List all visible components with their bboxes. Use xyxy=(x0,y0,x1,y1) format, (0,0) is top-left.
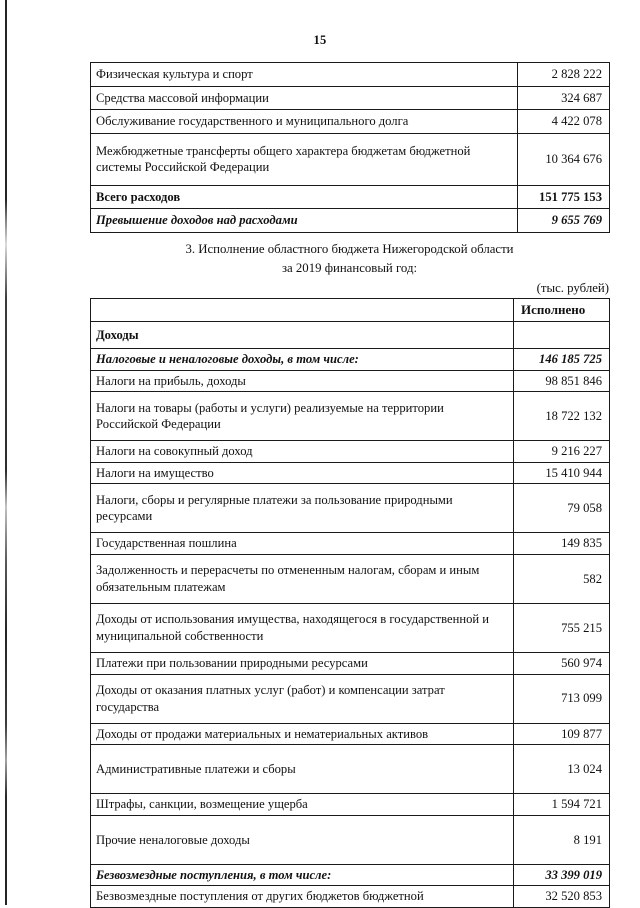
row-value: 15 410 944 xyxy=(514,462,610,484)
table-row xyxy=(91,604,610,653)
header-cell-label xyxy=(91,299,514,322)
row-label: Налоги на имущество xyxy=(91,462,514,484)
row-value: 10 364 676 xyxy=(518,133,610,185)
row-value: 2 828 222 xyxy=(518,63,610,87)
row-value: 98 851 846 xyxy=(514,370,610,392)
row-label: Превышение доходов над расходами xyxy=(91,209,518,233)
table-row xyxy=(91,110,610,134)
units-label: (тыс. рублей) xyxy=(536,281,609,295)
table-row xyxy=(91,886,610,908)
table-row xyxy=(91,370,610,392)
table-row xyxy=(91,392,610,441)
row-value: 9 655 769 xyxy=(518,209,610,233)
table-row xyxy=(91,864,610,886)
row-value: 324 687 xyxy=(518,86,610,110)
row-label: Налоги на совокупный доход xyxy=(91,441,514,463)
table-row xyxy=(91,462,610,484)
row-label: Налоги на товары (работы и услуги) реализуемые на территории Российской Федерации xyxy=(91,392,514,441)
table-row xyxy=(91,185,610,209)
row-label: Всего расходов xyxy=(91,185,518,209)
table-row xyxy=(91,533,610,555)
row-value: 18 722 132 xyxy=(514,392,610,441)
row-value: 582 xyxy=(514,555,610,604)
row-value: 33 399 019 xyxy=(514,864,610,886)
row-label: Прочие неналоговые доходы xyxy=(91,815,514,864)
row-label: Средства массовой информации xyxy=(91,86,518,110)
table-revenues xyxy=(90,298,610,908)
table-row xyxy=(91,63,610,87)
row-value xyxy=(514,322,610,349)
table-expenditures-body xyxy=(91,63,610,233)
header-cell-value: Исполнено xyxy=(514,299,610,322)
row-value: 13 024 xyxy=(514,745,610,794)
table-row xyxy=(91,674,610,723)
section-heading-line-1: 3. Исполнение областного бюджета Нижегородской области xyxy=(185,242,514,256)
section-heading-line-2: за 2019 финансовый год: xyxy=(281,260,418,275)
row-label: Обслуживание государственного и муниципального долга xyxy=(91,110,518,134)
row-value: 32 520 853 xyxy=(514,886,610,908)
table-row xyxy=(91,723,610,745)
table-row xyxy=(91,815,610,864)
row-value: 149 835 xyxy=(514,533,610,555)
row-value: 1 594 721 xyxy=(514,794,610,816)
table-row xyxy=(91,484,610,533)
row-label: Безвозмездные поступления от других бюджетов бюджетной xyxy=(91,886,514,908)
row-value: 151 775 153 xyxy=(518,185,610,209)
table-header-row xyxy=(91,299,610,322)
row-label: Доходы от оказания платных услуг (работ) и компенсации затрат государства xyxy=(91,674,514,723)
row-value: 560 974 xyxy=(514,653,610,675)
row-label: Налоги, сборы и регулярные платежи за пользование природными ресурсами xyxy=(91,484,514,533)
row-label: Административные платежи и сборы xyxy=(91,745,514,794)
table-row xyxy=(91,794,610,816)
table-row xyxy=(91,745,610,794)
row-label: Доходы xyxy=(91,322,514,349)
scan-edge-artifact xyxy=(5,0,7,905)
table-expenditures xyxy=(90,62,610,233)
row-label: Штрафы, санкции, возмещение ущерба xyxy=(91,794,514,816)
row-value: 8 191 xyxy=(514,815,610,864)
table-row xyxy=(91,441,610,463)
row-value: 146 185 725 xyxy=(514,349,610,371)
row-label: Задолженность и перерасчеты по отмененным налогам, сборам и иным обязательным платежам xyxy=(91,555,514,604)
table-row xyxy=(91,653,610,675)
row-label: Доходы от продажи материальных и нематериальных активов xyxy=(91,723,514,745)
row-value: 109 877 xyxy=(514,723,610,745)
row-value: 4 422 078 xyxy=(518,110,610,134)
table-row xyxy=(91,555,610,604)
row-label: Межбюджетные трансферты общего характера бюджетам бюджетной системы Российской Федерации xyxy=(91,133,518,185)
row-value: 79 058 xyxy=(514,484,610,533)
table-row xyxy=(91,86,610,110)
table-row xyxy=(91,322,610,349)
row-label: Доходы от использования имущества, находящегося в государственной и муниципальной собственности xyxy=(91,604,514,653)
row-label: Налоги на прибыль, доходы xyxy=(91,370,514,392)
table-row xyxy=(91,209,610,233)
row-label: Физическая культура и спорт xyxy=(91,63,518,87)
row-label: Государственная пошлина xyxy=(91,533,514,555)
row-label: Платежи при пользовании природными ресурсами xyxy=(91,653,514,675)
row-value: 713 099 xyxy=(514,674,610,723)
row-label: Безвозмездные поступления, в том числе: xyxy=(91,864,514,886)
page-number: 15 xyxy=(313,33,327,47)
table-row xyxy=(91,133,610,185)
section-heading xyxy=(90,240,609,277)
row-label: Налоговые и неналоговые доходы, в том числе: xyxy=(91,349,514,371)
table-revenues-body xyxy=(91,299,610,908)
table-row xyxy=(91,349,610,371)
row-value: 755 215 xyxy=(514,604,610,653)
row-value: 9 216 227 xyxy=(514,441,610,463)
